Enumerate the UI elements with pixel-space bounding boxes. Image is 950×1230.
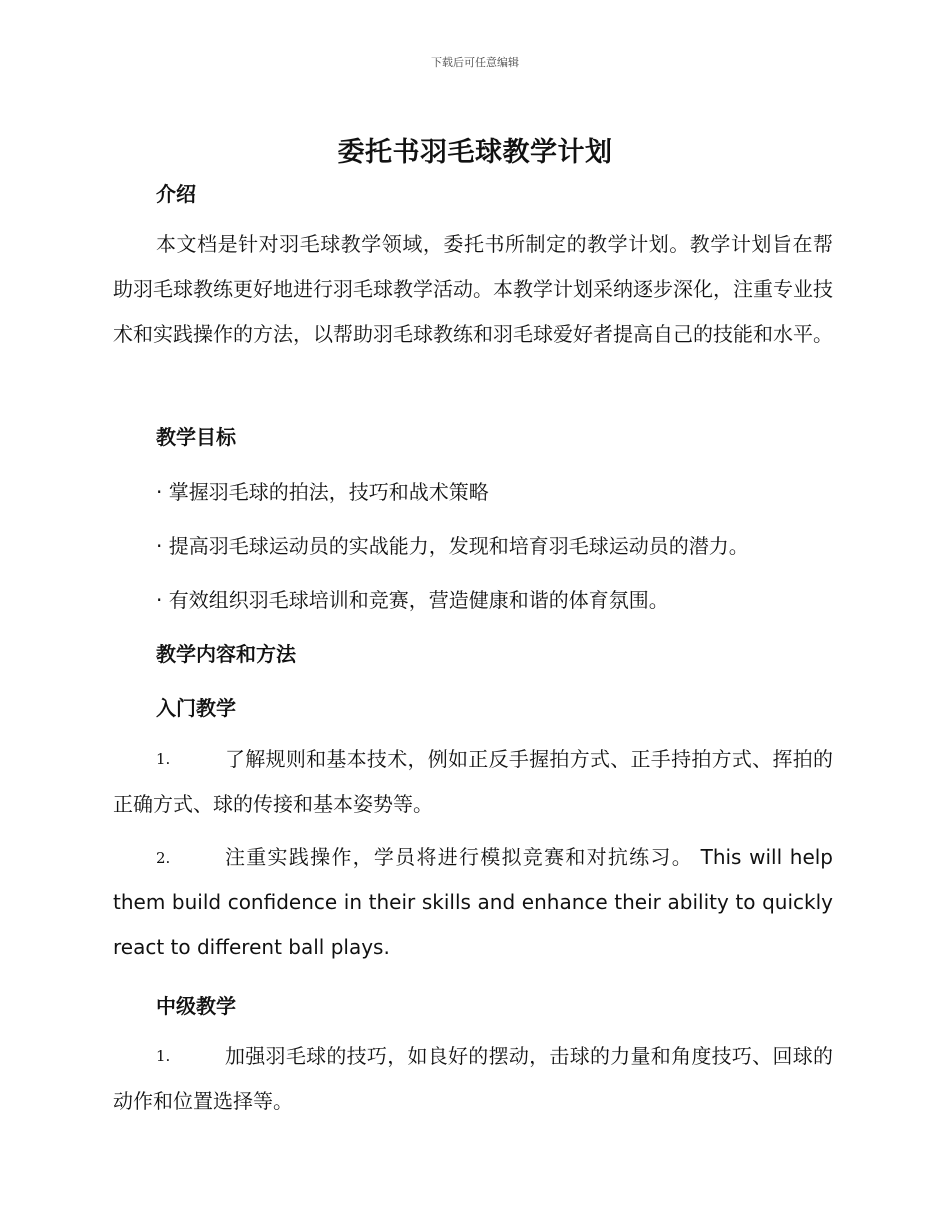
intro-paragraph: 本文档是针对羽毛球教学领域，委托书所制定的教学计划。教学计划旨在帮助羽毛球教练更好地进行羽毛球教学活动。本教学计划采纳逐步深化，注重专业技术和实践操作的方法，以帮助羽毛球教练和羽毛球爱好者提高自己的技能和水平。 — [113, 232, 833, 346]
intro-heading: 介绍 — [156, 182, 196, 206]
content-heading: 教学内容和方法 — [156, 642, 296, 666]
goals-heading: 教学目标 — [156, 425, 236, 449]
list-number: 1. — [156, 750, 171, 768]
goal-item: · 提高羽毛球运动员的实战能力，发现和培育羽毛球运动员的潜力。 — [156, 534, 749, 558]
list-number: 1. — [156, 1047, 171, 1065]
list-item: 注重实践操作，学员将进行模拟竞赛和对抗练习。 This will help them build confidence in their skills and enhance their ability to quickly react to different ball plays. — [113, 845, 833, 959]
list-item: 了解规则和基本技术，例如正反手握拍方式、正手持拍方式、挥拍的正确方式、球的传接和基本姿势等。 — [113, 747, 833, 816]
intermediate-heading: 中级教学 — [156, 994, 236, 1018]
goal-item: · 有效组织羽毛球培训和竞赛，营造健康和谐的体育氛围。 — [156, 588, 669, 612]
document-title: 委托书羽毛球教学计划 — [337, 137, 613, 168]
beginner-heading: 入门教学 — [156, 696, 236, 720]
goal-item: · 掌握羽毛球的拍法，技巧和战术策略 — [156, 480, 489, 504]
list-number: 2. — [156, 849, 171, 867]
page-header: 下载后可任意编辑 — [431, 56, 519, 69]
list-item: 加强羽毛球的技巧，如良好的摆动，击球的力量和角度技巧、回球的动作和位置选择等。 — [113, 1044, 833, 1113]
